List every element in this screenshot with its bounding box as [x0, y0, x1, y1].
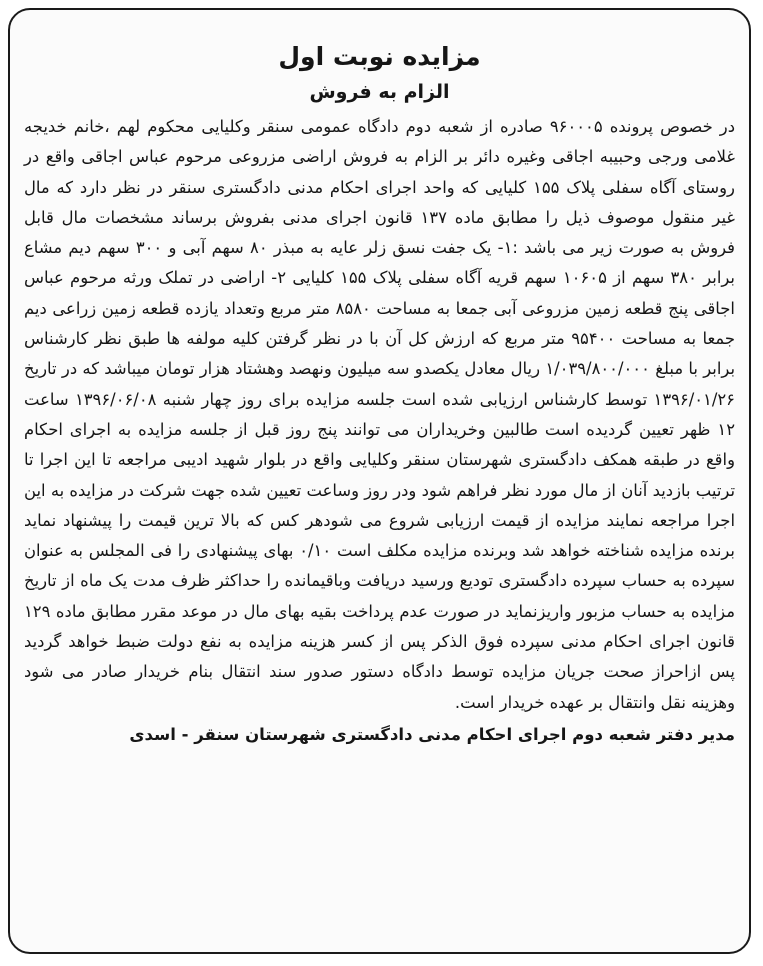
notice-signature: مدیر دفتر شعبه دوم اجرای احکام مدنی دادگستری شهرستان سنقر - اسدی [129, 724, 735, 744]
notice-frame [8, 8, 751, 954]
notice-subtitle: الزام به فروش [309, 81, 450, 103]
notice-body: در خصوص پرونده ۹۶۰۰۰۵ صادره از شعبه دوم دادگاه عمومی سنقر وکلیایی محکوم لهم ،خانم خدیجه غلامی ورجی وحبیبه اجاقی وغیره دائر بر الزام به فروش اراضی مزروعی مرحوم عباس اجاقی واقع در روستای آگاه سفلی پلاک ۱۵۵ کلیایی که واحد اجرای احکام مدنی دادگستری سنقر در نظر دارد که مال غیر منقول موصوف ذیل را مطابق ماده ۱۳۷ قانون اجرای مدنی بفروش برساند مشخصات مال قابل فروش به صورت زیر می باشد :۱- یک جفت نسق زلر عایه به مبذر ۸۰ سهم آبی و ۳۰۰ سهم دیم مشاع برابر ۳۸۰ سهم از ۱۰۶۰۵ سهم قریه آگاه سفلی پلاک ۱۵۵ کلیایی ۲- اراضی در تملک ورثه مرحوم عباس اجاقی پنج قطعه زمین مزروعی آبی جمعا به مساحت ۸۵۸۰ متر مربع وتعداد یازده قطعه زمین زراعی دیم جمعا به مساحت ۹۵۴۰۰ متر مربع که ارزش کل آن با در نظر گرفتن کلیه مولفه ها طبق نظر کارشناس برابر با مبلغ ۱/۰۳۹/۸۰۰/۰۰۰ ریال معادل یکصدو سه میلیون ونهصد وهشتاد هزار تومان میباشد که در تاریخ ۱۳۹۶/۰۱/۲۶ توسط کارشناس ارزیابی شده است جلسه مزایده برای روز چهار شنبه ۱۳۹۶/۰۶/۰۸ ساعت ۱۲ ظهر تعیین گردیده است طالبین وخریداران می توانند پنج روز قبل از جلسه مزایده به اجرای احکام واقع در طبقه همکف دادگستری شهرستان سنقر وکلیایی واقع در بلوار شهید ادیبی مراجعه تا این اجرا تا ترتیب بازدید آنان از مال مورد نظر فراهم شود ودر روز وساعت تعیین شده جهت شرکت در مزایده به این اجرا مراجعه نمایند مزایده از قیمت ارزیابی شروع می شودهر کس که بالا ترین قیمت را پیشنهاد نماید برنده مزایده شناخته خواهد شد وبرنده مزایده مکلف است ۰/۱۰ بهای پیشنهادی را فی المجلس به عنوان سپرده به حساب سپرده دادگستری تودیع ورسید دریافت وباقیمانده را حداکثر ظرف مدت یک ماه از تاریخ مزایده به حساب مزبور واریزنماید در صورت عدم پرداخت بقیه بهای مال در موعد مقرر مطابق ماده ۱۲۹ قانون اجرای احکام مدنی سپرده فوق الذکر پس از کسر هزینه مزایده به نفع دولت ضبط خواهد گردید پس ازاحراز صحت جریان مزایده توسط دادگاه دستور صدور سند انتقال بنام خریدار صادر می شود وهزینه نقل وانتقال بر عهده خریدار است. [24, 117, 736, 712]
notice-title: مزایده نوبت اول [278, 42, 481, 71]
notice-content [24, 40, 735, 750]
